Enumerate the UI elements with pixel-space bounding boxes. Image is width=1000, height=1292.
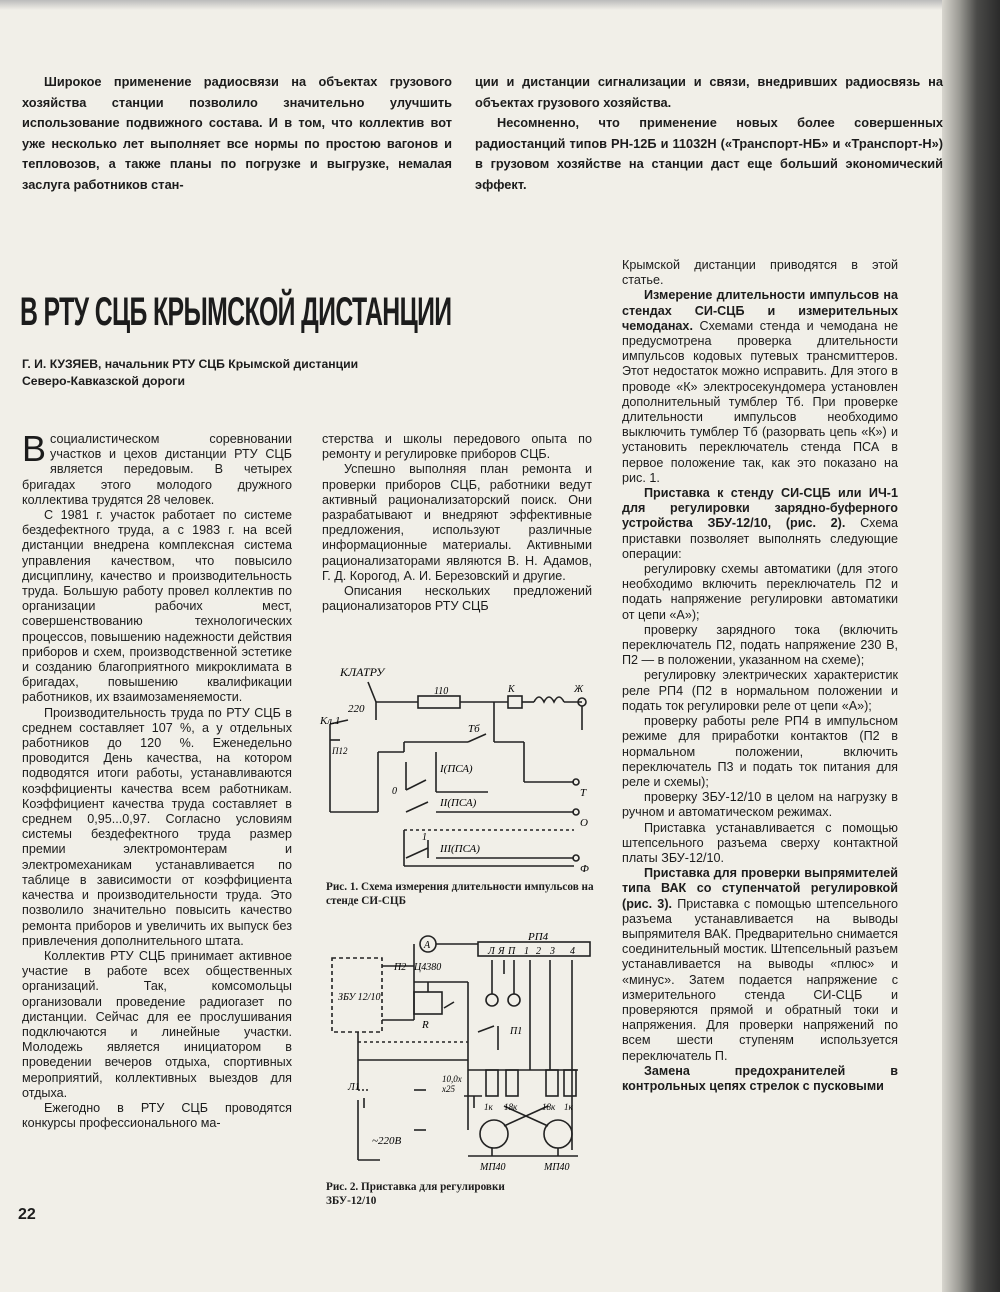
fig1-label-f: Ф	[580, 863, 589, 874]
fig2-label-r4: 1к	[564, 1102, 573, 1112]
fig2-label-p2: П2	[394, 962, 407, 973]
fig2-label-220v: ~220В	[372, 1135, 402, 1147]
top-left-paragraph	[22, 72, 452, 195]
fig2-label-r3: 18к	[542, 1102, 556, 1112]
figure-2-caption	[326, 1180, 594, 1208]
fig2-label-2: 2	[536, 946, 541, 957]
fig2-label-zbu: ЗБУ 12/10	[338, 992, 381, 1003]
figure-2-caption-text: Рис. 2. Приставка для регулировки	[326, 1181, 505, 1193]
figure-1-caption: Рис. 1. Схема измерения длительности импульсов на стенде СИ-СЦБ	[326, 881, 594, 907]
col1-paragraph-2: С 1981 г. участок работает по системе бездефектного труда, а с 1983 г. на всей дистанции внедрена комплексная система управления качеством, что повысило дисциплину, качество и производительность труда. Большую работу провел коллектив по организации рабочих мест, совершенствованию технологических процессов, повышению надежности действия приборов и схем, производственной эстетике и созданию благоприятного микроклимата в бригадах, повышению квалификации работников, их взаимозаменяемости.	[22, 508, 292, 705]
fig2-label-mp40-right: МП40	[544, 1162, 570, 1173]
fig2-label-3: 3	[550, 946, 555, 957]
top-right-paragraphs	[475, 72, 943, 195]
fig1-label-zh: Ж	[574, 684, 584, 695]
fig2-label-mp40-left: МП40	[480, 1162, 506, 1173]
col2-paragraph-3: Описания нескольких предложений рационализаторов РТУ СЦБ	[322, 584, 592, 614]
fig1-label-t: Т	[580, 787, 587, 799]
col3-list-item: регулировку электрических характеристик реле РП4 (П2 в нормальном положении и подать ток регулировки реле от цепи «А»);	[622, 668, 898, 713]
column-1	[22, 428, 292, 1131]
fig2-label-r1: 1к	[484, 1102, 493, 1112]
fig2-label-r2: 18к	[504, 1102, 518, 1112]
column-2	[322, 432, 592, 614]
byline-road: Северо-Кавказской дороги	[22, 374, 185, 388]
col3-list-item: проверку ЗБУ-12/10 в целом на нагрузку в ручном и автоматическом режимах.	[622, 790, 898, 820]
fig2-label-p1: П1	[510, 1026, 523, 1037]
col1-paragraph-4: Коллектив РТУ СЦБ принимает активное участие в работе всех общественных организаций. Так, комсомольцы организовали проведение радиогазет по дистанции. Сейчас для ее прослушивания подключаются и линейные участки. Молодежь является инициатором в проведении вечеров отдыха, спортивных мероприятий, коллективных выездов для отдыха.	[22, 948, 292, 1100]
top-right-text-1: ции и дистанции сигнализации и связи, внедривших радиосвязь на объектах грузового хозяйства.	[475, 74, 943, 110]
fig2-label-cap1: 10,0x	[442, 1074, 462, 1084]
col3-paragraph-4: Приставка с помощью штепсельного разъема устанавливается на выводы выпрямителя ВАК. Предварительно снимается соединительный мостик. Штепсельный разъем устанавливается на выводы «плюс» и «минус». Затем подается напряжение с измерительного стенда СИ-СЦБ и проверяются прямой и обратный токи и напряжения. Для проверки напряжений по всем шести ступеням используется переключатель П.	[622, 896, 899, 1063]
fig2-label-l: Л	[488, 946, 495, 957]
fig2-label-4: 4	[570, 946, 575, 957]
col2-paragraph-2: Успешно выполняя план ремонта и проверки приборов СЦБ, работники ведут активный рационализаторский поиск. Они разрабатывают и внедряют эффективные предложения, используют различные информационные материалы. Активными рационализаторами являются В. Н. Адамов, Г. Д. Корогод, А. И. Березовский и другие.	[322, 462, 592, 583]
fig1-label-o: О	[580, 817, 588, 829]
column-3	[622, 258, 898, 1094]
col3-heading-1: Измерение длительности импульсов на стендах СИ-СЦБ и измерительных чемоданах.	[622, 288, 898, 333]
col3-paragraph-2: Схема приставки позволяет выполнять следующие операции:	[622, 516, 898, 561]
col1-paragraph-3: Производительность труда по РТУ СЦБ в среднем составляет 107 %, а у отдельных работников до 120 %. Еженедельно проводится День качества, на котором подводятся итоги работы, устанавливаются коэффициенты качества всем работникам. Коэффициент качества труда составляет в среднем 0,95...0,97. Согласно условиям системы бездефектного труда размер премии электромонтерам и электромеханикам устанавливается по таблице в зависимости от коэффициента качества и производительности труда. Это позволило значительно повысить качество ремонта приборов и увеличить их выпуск без привлечения дополнительного штата.	[22, 705, 292, 948]
fig2-label-1: 1	[524, 946, 529, 957]
fig1-label-kl1: Кл.1	[320, 715, 341, 727]
fig2-label-p: П	[508, 946, 516, 957]
fig1-label-p12: П12	[332, 746, 348, 756]
page-binding-shadow	[942, 0, 1000, 1292]
figure-2-schematic	[318, 930, 600, 1174]
fig1-label-psa2: II(ПСА)	[440, 797, 477, 809]
top-left-text: Широкое применение радиосвязи на объектах грузового хозяйства станции позволило значительно улучшить использование подвижного состава. И в том, что коллектив вот уже несколько лет выполняет все нормы по простою вагонов и тепловозов, а также планы по погрузке и выгрузке, немалая заслуга работников стан-	[22, 74, 452, 192]
fig1-label-klatru: КЛАТРУ	[340, 665, 385, 679]
fig2-label-ya: Я	[498, 946, 505, 957]
col1-paragraph-5: Ежегодно в РТУ СЦБ проводятся конкурсы профессионального ма-	[22, 1100, 292, 1131]
col3-paragraph-1: Схемами стенда и чемодана не предусмотрена проверка длительности импульсов кодовых путевых трансмиттеров. Этот недостаток можно исправить. Для этого в проводе «К» электросекундомера установлен дополнительный тумблер Тб. При проверке длительности импульсов необходимо выключить тумблер Тб (разорвать цепь «К») и установить переключатель стенда ПСА в первое положение так, как это показано на рис. 1.	[622, 318, 898, 485]
col1-paragraph-1: социалистическом соревновании участков и цехов дистанции РТУ СЦБ является передовым. В четырех бригадах этого молодого дружного коллектива трудятся 28 человек.	[22, 432, 292, 507]
page-number: 22	[18, 1206, 36, 1223]
fig2-label-c4380: Ц4380	[414, 962, 442, 973]
col3-paragraph-3: Приставка устанавливается с помощью штепсельного разъема сверху контактной платы ЗБУ-12/10.	[622, 820, 898, 865]
fig1-label-psa3: III(ПСА)	[440, 843, 480, 855]
figure-1-schematic	[318, 662, 600, 874]
article-headline: В РТУ СЦБ КРЫМСКОЙ ДИСТАНЦИИ	[20, 290, 452, 334]
figure-2-caption-device: ЗБУ-12/10	[326, 1195, 377, 1207]
fig1-label-one: 1	[422, 832, 427, 843]
fig1-label-k: К	[508, 684, 515, 695]
col3-heading-2: Приставка к стенду СИ-СЦБ или ИЧ-1 для регулировки зарядно-буферного устройства ЗБУ-12/10, (рис. 2).	[622, 486, 898, 531]
col3-paragraph-0: Крымской дистанции приводятся в этой статье.	[622, 258, 898, 288]
fig1-label-zero: 0	[392, 786, 397, 797]
top-right-text-2: Несомненно, что применение новых более совершенных радиостанций типов РН-12Б и 11032Н («Транспорт-НБ» и «Транспорт-Н») в грузовом хозяйстве на станции даст еще больший экономический эффект.	[475, 115, 943, 192]
fig2-label-cap2: x25	[442, 1084, 455, 1094]
page-top-shadow	[0, 0, 1000, 10]
fig1-label-110: 110	[434, 686, 449, 697]
col3-heading-3: Приставка для проверки выпрямителей типа ВАК со ступенчатой регулировкой (рис. 3).	[622, 866, 898, 911]
fig2-label-ammeter: А	[424, 940, 431, 951]
col3-list-item: проверку работы реле РП4 в импульсном режиме для приработки контактов (П2 в нормальном положении, включить переключатель П3 и подать ток питания для реле и схемы);	[622, 714, 898, 789]
col2-paragraph-1: стерства и школы передового опыта по ремонту и регулировке приборов СЦБ.	[322, 432, 592, 462]
fig2-label-l1: Л1	[348, 1082, 360, 1093]
drop-cap: В	[22, 428, 47, 469]
fig1-label-220: 220	[348, 703, 365, 715]
fig2-label-rp4: РП4	[528, 931, 549, 943]
byline	[22, 356, 462, 390]
fig2-label-r: R	[422, 1019, 429, 1031]
byline-author: Г. И. КУЗЯЕВ, начальник РТУ СЦБ Крымской дистанции	[22, 357, 359, 371]
fig1-label-psa1: I(ПСА)	[440, 763, 473, 775]
col3-list-item: проверку зарядного тока (включить переключатель П2, подать напряжение 230 В, П2 — в положении, указанном на схеме);	[622, 622, 898, 668]
col3-heading-4: Замена предохранителей в контрольных цепях стрелок с пусковыми	[622, 1063, 898, 1093]
fig1-label-tb: Тб	[468, 723, 480, 735]
col3-list-item: регулировку схемы автоматики (для этого необходимо включить переключатель П2 и подать напряжение регулировки автоматики от цепи «А»);	[622, 562, 898, 622]
